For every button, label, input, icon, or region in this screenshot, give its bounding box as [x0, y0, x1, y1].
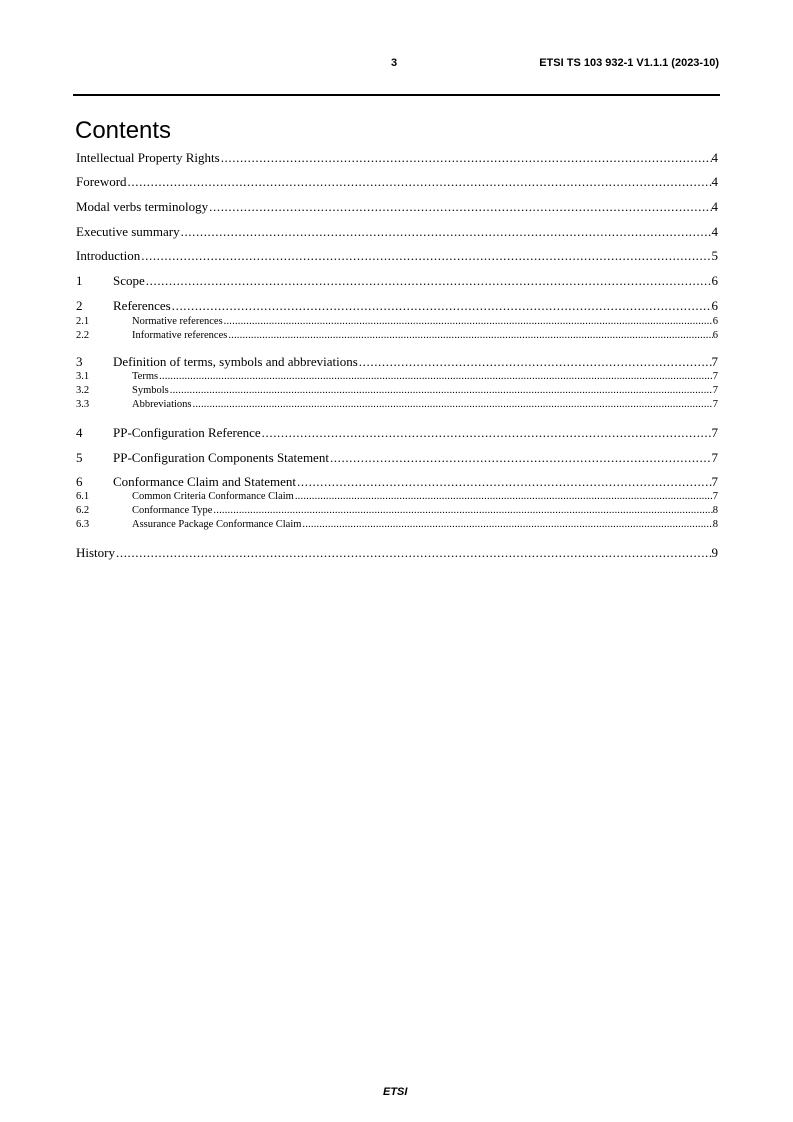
- footer-etsi: ETSI: [383, 1086, 408, 1098]
- toc-entry-modal-verbs-terminology[interactable]: [76, 199, 718, 214]
- toc-leader: [181, 224, 712, 239]
- toc-entry-conformance-claim[interactable]: [76, 474, 718, 489]
- toc-leader: [146, 273, 712, 288]
- document-id: ETSI TS 103 932-1 V1.1.1 (2023-10): [539, 57, 719, 69]
- toc-entry-normative-references[interactable]: [76, 316, 718, 328]
- toc-entry-intellectual-property-rights[interactable]: [76, 150, 718, 165]
- toc-entry-label: PP-Configuration Reference: [113, 425, 261, 440]
- toc-entry-symbols[interactable]: [76, 385, 718, 397]
- toc-entry-number: 3.3: [76, 399, 90, 410]
- toc-leader: [221, 150, 712, 165]
- toc-entry-introduction[interactable]: [76, 248, 718, 263]
- toc-leader: [159, 371, 713, 383]
- toc-page-number: 4: [711, 224, 718, 239]
- toc-entry-label: Modal verbs terminology: [76, 199, 209, 214]
- toc-page-number: 8: [712, 519, 718, 530]
- toc-entry-label: Informative references: [132, 330, 228, 341]
- toc-page-number: 4: [711, 174, 718, 189]
- toc-entry-label: Scope: [113, 273, 145, 288]
- toc-page-number: 7: [711, 450, 718, 465]
- toc-page-number: 7: [712, 399, 718, 410]
- toc-page-number: 5: [711, 248, 718, 263]
- page-number: 3: [391, 57, 398, 69]
- toc-leader: [209, 199, 711, 214]
- toc-page-number: 7: [711, 474, 718, 489]
- toc-entry-number: 3.2: [76, 385, 90, 396]
- toc-entry-label: Abbreviations: [132, 399, 192, 410]
- toc-page-number: 4: [711, 150, 718, 165]
- toc-leader: [359, 354, 712, 369]
- toc-leader: [172, 298, 712, 313]
- toc-entry-conformance-type[interactable]: [76, 505, 718, 517]
- toc-entry-number: 4: [76, 425, 83, 440]
- toc-page-number: 7: [712, 385, 718, 396]
- page-title: Contents: [75, 117, 172, 145]
- toc-entry-number: 6.2: [76, 505, 90, 516]
- toc-entry-number: 2: [76, 298, 83, 313]
- toc-entry-number: 2.1: [76, 316, 90, 327]
- toc-leader: [128, 174, 712, 189]
- toc-entry-abbreviations[interactable]: [76, 399, 718, 411]
- toc-entry-label: Normative references: [132, 316, 223, 327]
- toc-leader: [224, 316, 713, 328]
- toc-entry-foreword[interactable]: [76, 174, 718, 189]
- toc-page-number: 9: [711, 545, 718, 560]
- toc-page-number: 7: [712, 371, 718, 382]
- toc-leader: [228, 330, 712, 342]
- toc-leader: [141, 248, 711, 263]
- toc-entry-label: Conformance Type: [132, 505, 213, 516]
- toc-leader: [262, 425, 712, 440]
- toc-entry-history[interactable]: [76, 545, 718, 560]
- toc-entry-number: 6.1: [76, 491, 90, 502]
- toc-page-number: 7: [712, 491, 718, 502]
- toc-page-number: 6: [712, 330, 718, 341]
- toc-entry-number: 2.2: [76, 330, 90, 341]
- toc-leader: [297, 474, 711, 489]
- toc-leader: [193, 399, 713, 411]
- toc-entry-pp-configuration-reference[interactable]: [76, 425, 718, 440]
- toc-page-number: 6: [711, 298, 718, 313]
- toc-leader: [116, 545, 712, 560]
- toc-page-number: 7: [711, 354, 718, 369]
- toc-entry-informative-references[interactable]: [76, 330, 718, 342]
- toc-page-number: 4: [711, 199, 718, 214]
- toc-leader: [302, 519, 712, 531]
- toc-entry-label: Common Criteria Conformance Claim: [132, 491, 294, 502]
- toc-entry-label: References: [113, 298, 171, 313]
- toc-entry-label: Intellectual Property Rights: [76, 150, 220, 165]
- toc-entry-number: 6: [76, 474, 83, 489]
- toc-leader: [170, 385, 713, 397]
- toc-entry-label: Terms: [132, 371, 159, 382]
- toc-entry-label: Symbols: [132, 385, 169, 396]
- toc-entry-terms[interactable]: [76, 371, 718, 383]
- toc-entry-number: 3: [76, 354, 83, 369]
- toc-entry-definitions[interactable]: [76, 354, 718, 369]
- header-rule: [73, 94, 720, 96]
- toc-entry-label: Conformance Claim and Statement: [113, 474, 297, 489]
- toc-entry-number: 6.3: [76, 519, 90, 530]
- toc-entry-scope[interactable]: [76, 273, 718, 288]
- toc-entry-number: 3.1: [76, 371, 90, 382]
- toc-entry-executive-summary[interactable]: [76, 224, 718, 239]
- toc-page-number: 6: [712, 316, 718, 327]
- toc-entry-label: History: [76, 545, 115, 560]
- toc-entry-label: Definition of terms, symbols and abbreviations: [113, 354, 358, 369]
- toc-entry-label: Assurance Package Conformance Claim: [132, 519, 302, 530]
- toc-entry-number: 1: [76, 273, 83, 288]
- toc-leader: [213, 505, 712, 517]
- toc-entry-number: 5: [76, 450, 83, 465]
- toc-entry-common-criteria-conformance-claim[interactable]: [76, 491, 718, 503]
- toc-leader: [330, 450, 712, 465]
- toc-entry-label: Introduction: [76, 248, 141, 263]
- toc-entry-references[interactable]: [76, 298, 718, 313]
- toc-entry-label: Executive summary: [76, 224, 180, 239]
- toc-entry-assurance-package-conformance-claim[interactable]: [76, 519, 718, 531]
- toc-page-number: 6: [711, 273, 718, 288]
- toc-leader: [295, 491, 713, 503]
- toc-entry-label: PP-Configuration Components Statement: [113, 450, 329, 465]
- toc-page-number: 8: [712, 505, 718, 516]
- toc-entry-pp-configuration-components[interactable]: [76, 450, 718, 465]
- toc-entry-label: Foreword: [76, 174, 127, 189]
- toc-page-number: 7: [711, 425, 718, 440]
